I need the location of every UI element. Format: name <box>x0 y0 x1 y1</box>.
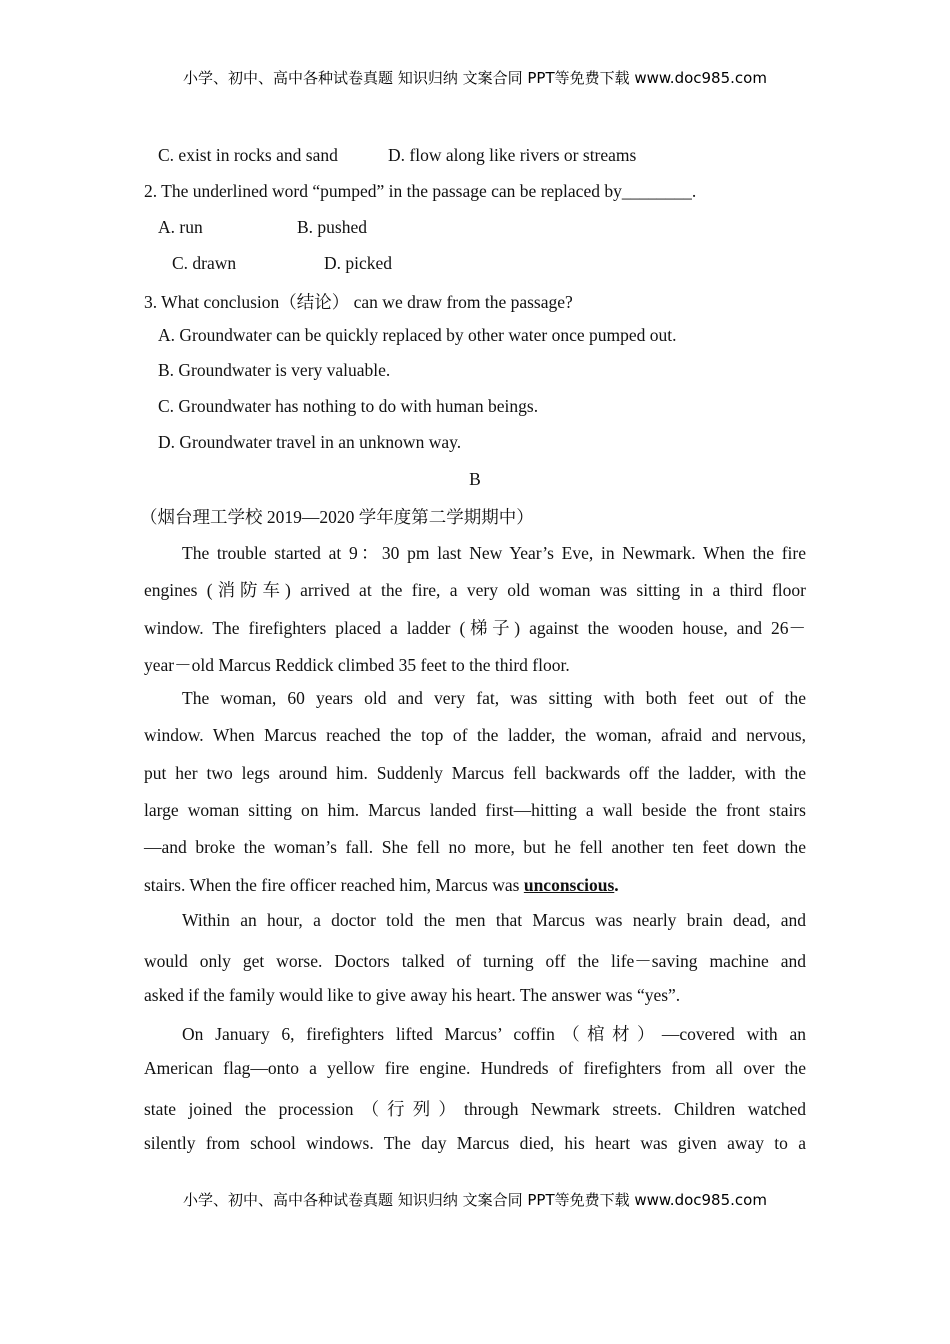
passage-p2-line-6 <box>144 875 619 896</box>
passage-p3-line-3: asked if the family would like to give away his heart. The answer was “yes”. <box>144 985 681 1005</box>
q3-option-a: A. Groundwater can be quickly replaced by other water once pumped out. <box>158 325 677 345</box>
passage-p1-line-2: engines (消防车) arrived at the fire, a very old woman was sitting in a third floor <box>144 580 806 600</box>
passage-p2-line-6-text: stairs. When the fire officer reached him, Marcus was <box>144 875 524 895</box>
passage-p4-line-2: American flag—onto a yellow fire engine. Hundreds of firefighters from all over the <box>144 1058 806 1078</box>
passage-p1-line-4: year－old Marcus Reddick climbed 35 feet to the third floor. <box>144 655 570 675</box>
passage-p2-line-4: large woman sitting on him. Marcus landed first—hitting a wall beside the front stairs <box>144 800 806 820</box>
page-footer: 小学、初中、高中各种试卷真题 知识归纳 文案合同 PPT等免费下载 www.doc985.com <box>183 1191 767 1209</box>
q2-option-d: D. picked <box>324 253 393 273</box>
page-header: 小学、初中、高中各种试卷真题 知识归纳 文案合同 PPT等免费下载 www.doc985.com <box>183 69 767 87</box>
section-b-title: B <box>469 469 481 489</box>
passage-p2-line-2: window. When Marcus reached the top of the ladder, the woman, afraid and nervous, <box>144 725 806 745</box>
q3-option-c: C. Groundwater has nothing to do with human beings. <box>158 396 539 416</box>
q3-stem: 3. What conclusion（结论） can we draw from the passage? <box>144 292 573 312</box>
passage-p2-line-5: —and broke the woman’s fall. She fell no more, but he fell another ten feet down the <box>144 837 806 857</box>
passage-p1-line-3: window. The firefighters placed a ladder (梯子) against the wooden house, and 26－ <box>144 618 806 638</box>
passage-p4-line-3: state joined the procession（行列）through Newmark streets. Children watched <box>144 1099 806 1119</box>
passage-p3-line-1: Within an hour, a doctor told the men that Marcus was nearly brain dead, and <box>182 910 806 930</box>
passage-p2-line-1: The woman, 60 years old and very fat, was sitting with both feet out of the <box>182 688 806 708</box>
q3-option-d: D. Groundwater travel in an unknown way. <box>158 432 462 452</box>
q2-option-a: A. run <box>158 217 203 237</box>
q2-option-b: B. pushed <box>297 217 367 237</box>
passage-p3-line-2: would only get worse. Doctors talked of turning off the life－saving machine and <box>144 951 806 971</box>
passage-p2-line-6-period: . <box>614 875 619 895</box>
passage-p2-line-3: put her two legs around him. Suddenly Marcus fell backwards off the ladder, with the <box>144 763 806 783</box>
passage-p4-line-4: silently from school windows. The day Marcus died, his heart was given away to a <box>144 1133 806 1153</box>
q2-option-c: C. drawn <box>172 253 237 273</box>
section-b-source: （烟台理工学校 2019—2020 学年度第二学期期中） <box>140 507 534 527</box>
passage-p1-line-1: The trouble started at 9：30 pm last New Year’s Eve, in Newmark. When the fire <box>182 543 806 563</box>
underlined-word-unconscious: unconscious <box>523 875 615 895</box>
q2-stem: 2. The underlined word “pumped” in the passage can be replaced by________. <box>144 181 697 201</box>
passage-p4-line-1: On January 6, firefighters lifted Marcus’ coffin（棺材）—covered with an <box>182 1024 806 1044</box>
q3-option-b: B. Groundwater is very valuable. <box>158 360 391 380</box>
q1-option-c: C. exist in rocks and sand <box>158 145 338 165</box>
q1-option-d: D. flow along like rivers or streams <box>388 145 637 165</box>
